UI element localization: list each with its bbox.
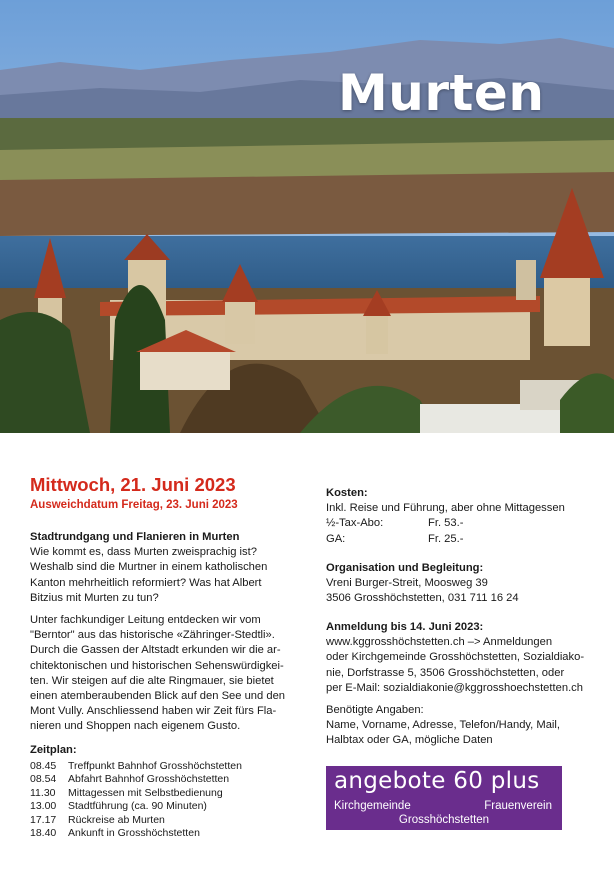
schedule-time: 11.30 — [30, 786, 56, 799]
intro-line: Mont Vully. Anschliessend haben wir Zeit fürs Fla- — [30, 705, 277, 718]
schedule-row — [30, 800, 242, 814]
schedule-row — [30, 827, 242, 841]
intro-line: Kanton mehrheitlich reformiert? Was hat Albert — [30, 576, 262, 589]
costs-section — [326, 486, 596, 547]
intro-line: Wie kommt es, dass Murten zweisprachig ist? — [30, 546, 257, 559]
registration-heading: Anmeldung bis 14. Juni 2023: — [326, 621, 484, 633]
badge-title: angebote 60 plus — [334, 768, 540, 794]
registration-line: per E-Mail: sozialdiakonie@kggrosshoechstetten.ch — [326, 681, 583, 694]
angebote-60-plus-logo — [326, 766, 562, 830]
schedule-text: Mittagessen mit Selbstbedienung — [68, 786, 223, 799]
registration-line: www.kggrosshöchstetten.ch –> Anmeldungen — [326, 636, 553, 649]
schedule-section — [30, 744, 242, 841]
intro-line: Durch die Gassen der Altstadt erkunden wir die ar- — [30, 644, 281, 657]
intro-line: "Berntor" aus das historische «Zähringer-Stedtli». — [30, 629, 275, 642]
intro-line: einen atemberaubenden Blick auf den See und den — [30, 690, 286, 703]
schedule-text: Abfahrt Bahnhof Grosshöchstetten — [68, 773, 230, 785]
schedule-heading: Zeitplan: — [30, 744, 77, 756]
required-heading: Benötigte Angaben: — [326, 704, 424, 717]
costs-heading: Kosten: — [326, 487, 368, 499]
event-date: Mittwoch, 21. Juni 2023 — [30, 474, 236, 495]
event-alt-date: Ausweichdatum Freitag, 23. Juni 2023 — [30, 499, 238, 511]
organisation-line: 3506 Grosshöchstetten, 031 711 16 24 — [326, 592, 519, 605]
organisation-line: Vreni Burger-Streit, Moosweg 39 — [326, 577, 488, 590]
intro-line: Bitzius mit Murten zu tun? — [30, 591, 159, 604]
organisation-heading: Organisation und Begleitung: — [326, 562, 484, 574]
schedule-time: 08.45 — [30, 759, 57, 772]
cost-price: Fr. 53.- — [428, 517, 464, 530]
schedule-time: 08.54 — [30, 773, 57, 785]
schedule-time: 13.00 — [30, 800, 57, 812]
required-line: Halbtax oder GA, mögliche Daten — [326, 734, 493, 747]
cost-row — [326, 516, 596, 531]
organisation-section — [326, 561, 596, 607]
registration-line: nie, Dorfstrasse 5, 3506 Grosshöchstetten, oder — [326, 666, 565, 679]
schedule-row — [30, 814, 242, 828]
schedule-row — [30, 773, 242, 787]
schedule-text: Ankunft in Grosshöchstetten — [68, 827, 200, 839]
registration-line: oder Kirchgemeinde Grosshöchstetten, Sozialdiako- — [326, 651, 585, 664]
badge-kirchgemeinde: Kirchgemeinde — [334, 800, 411, 812]
intro-section — [30, 530, 300, 735]
hero-title: Murten — [338, 64, 545, 122]
intro-line: ten. Wir steigen auf die alte Ringmauer, sie bietet — [30, 674, 274, 687]
schedule-time: 17.17 — [30, 813, 57, 826]
schedule-row — [30, 760, 242, 774]
schedule-time: 18.40 — [30, 827, 57, 839]
hero-photo — [0, 0, 614, 433]
cost-label: ½-Tax-Abo: — [326, 517, 384, 530]
intro-heading: Stadtrundgang und Flanieren in Murten — [30, 531, 240, 543]
schedule-text: Treffpunkt Bahnhof Grosshöchstetten — [68, 759, 242, 772]
cost-label: GA: — [326, 532, 346, 545]
badge-frauenverein: Frauenverein — [484, 800, 552, 812]
schedule-text: Rückreise ab Murten — [68, 813, 165, 826]
intro-line: chitektonischen und historischen Sehenswürdigkei- — [30, 659, 284, 672]
cost-price: Fr. 25.- — [428, 532, 464, 545]
badge-location: Grosshöchstetten — [398, 814, 490, 826]
costs-note: Inkl. Reise und Führung, aber ohne Mittagessen — [326, 502, 565, 515]
intro-line: Weshalb sind die Murtner in einem katholischen — [30, 561, 268, 574]
registration-section — [326, 620, 606, 749]
intro-line: Unter fachkundiger Leitung entdecken wir vom — [30, 614, 261, 627]
cost-row — [326, 532, 596, 547]
schedule-text: Stadtführung (ca. 90 Minuten) — [68, 800, 207, 812]
schedule-row — [30, 787, 242, 801]
required-line: Name, Vorname, Adresse, Telefon/Handy, Mail, — [326, 719, 561, 732]
intro-line: nieren und Shoppen nach eigenem Gusto. — [30, 720, 241, 733]
